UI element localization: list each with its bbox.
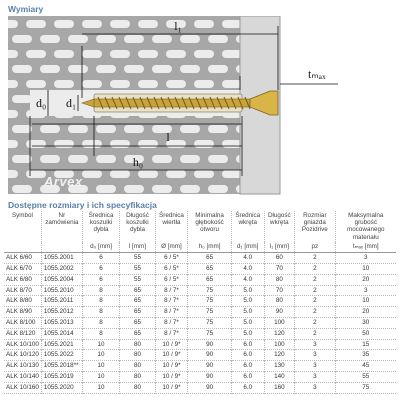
table-cell: 65 (188, 253, 232, 264)
table-cell: 6 (82, 274, 120, 285)
col-unit: tₘₐₓ [mm] (335, 242, 396, 253)
table-cell: 75 (188, 285, 232, 296)
table-cell: 3 (335, 285, 396, 296)
table-row (4, 307, 396, 318)
table-cell: 8 (82, 285, 120, 296)
specs-table (4, 211, 396, 394)
table-cell: ALK 6/80 (6, 275, 32, 283)
table-row (4, 382, 396, 393)
table-row (4, 296, 396, 307)
table-cell: 160 (264, 382, 295, 393)
table-row (4, 350, 396, 361)
col-header: Długość koszulki dybla (120, 211, 155, 242)
table-cell: 80 (120, 350, 155, 361)
table-cell: ALK 6/60 (6, 254, 32, 262)
table-cell: 90 (188, 339, 232, 350)
table-row (4, 263, 396, 274)
table-cell: 100 (264, 317, 295, 328)
table-cell: 20 (335, 274, 396, 285)
table-cell: 8 (82, 328, 120, 339)
table-cell: 3 (335, 253, 396, 264)
label-tmax: tₘₐₓ (308, 67, 326, 81)
table-cell: 10 / 9* (155, 382, 188, 393)
table-cell: ALK 10/140 (6, 372, 39, 380)
table-cell: 80 (264, 274, 295, 285)
table-cell: 90 (264, 307, 295, 318)
table-cell: 2 (295, 253, 335, 264)
header-row (4, 211, 396, 242)
table-cell: 60 (264, 253, 295, 264)
table-cell: 2 (295, 263, 335, 274)
col-header: Średnica koszulki dybla (82, 211, 120, 242)
table-row (4, 274, 396, 285)
table-cell: 75 (335, 382, 396, 393)
col-unit: d₁ [mm] (231, 242, 264, 253)
table-cell: ALK 10/120 (6, 351, 39, 359)
col-header: Symbol (11, 212, 33, 219)
table-cell: 75 (188, 307, 232, 318)
col-unit: pz (295, 242, 335, 253)
table-cell: 55 (120, 274, 155, 285)
table-cell: 6.0 (231, 350, 264, 361)
table-cell: 1055.2014 (41, 328, 82, 339)
table-cell: 2 (295, 285, 335, 296)
table-cell: 1055.2022 (41, 350, 82, 361)
table-cell: 8 / 7* (155, 285, 188, 296)
table-cell: ALK 10/130 (6, 362, 39, 370)
table-cell: 8 (82, 307, 120, 318)
col-unit: l [mm] (120, 242, 155, 253)
table-cell: 10 (82, 339, 120, 350)
table-cell: 10 / 9* (155, 350, 188, 361)
table-cell: 75 (188, 317, 232, 328)
table-cell: 3 (295, 350, 335, 361)
table-cell: 1055.2002 (41, 263, 82, 274)
table-cell: 75 (188, 296, 232, 307)
table-cell: 6.0 (231, 339, 264, 350)
table-cell: 6 / 5* (155, 263, 188, 274)
table-cell: 120 (264, 350, 295, 361)
label-l1: l₁ (174, 19, 182, 33)
table-cell: 1055.2013 (41, 317, 82, 328)
table-cell: 130 (264, 361, 295, 372)
table-cell: 2 (295, 296, 335, 307)
table-cell: 80 (120, 361, 155, 372)
table-cell: 1055.2001 (41, 253, 82, 264)
table-cell: 6.0 (231, 382, 264, 393)
col-header: Minimalna głębokość otworu (188, 211, 232, 242)
table-cell: 70 (264, 263, 295, 274)
table-cell: 1055.2020 (41, 382, 82, 393)
table-cell: 1055.2019 (41, 371, 82, 382)
col-header: Maksymalna grubość mocowanego materiału (335, 211, 396, 242)
label-d0: d₀ (36, 96, 47, 110)
table-cell: 6.0 (231, 371, 264, 382)
table-cell: 3 (295, 339, 335, 350)
anchor-drawing (8, 16, 392, 196)
table-cell: 5.0 (231, 317, 264, 328)
table-cell: 6 / 5* (155, 274, 188, 285)
col-header: Nr zamówienia (41, 211, 82, 242)
table-cell: 90 (188, 371, 232, 382)
table-cell: 1055.2004 (41, 274, 82, 285)
table-cell: 65 (120, 307, 155, 318)
table-cell: 4.0 (231, 263, 264, 274)
table-cell: 10 / 9* (155, 339, 188, 350)
col-unit: h₀ [mm] (188, 242, 232, 253)
table-row (4, 317, 396, 328)
table-cell: 65 (188, 263, 232, 274)
table-cell: 6.0 (231, 361, 264, 372)
table-cell: 55 (120, 263, 155, 274)
table-cell: 10 (335, 263, 396, 274)
label-d1: d₁ (66, 96, 77, 110)
table-row (4, 371, 396, 382)
table-cell: 5.0 (231, 328, 264, 339)
units-row (4, 242, 396, 253)
dimensions-diagram (8, 16, 392, 196)
table-cell: 6 / 5* (155, 253, 188, 264)
col-unit: l₁ [mm] (264, 242, 295, 253)
table-cell: 1055.2012 (41, 307, 82, 318)
table-cell: 8 (82, 296, 120, 307)
table-cell: 80 (120, 339, 155, 350)
table-cell: 45 (335, 361, 396, 372)
table-cell: 65 (188, 274, 232, 285)
label-h0: h₀ (132, 155, 144, 169)
table-cell: ALK 6/70 (6, 264, 32, 272)
table-cell: 50 (335, 328, 396, 339)
table-cell: 1055.2011 (41, 296, 82, 307)
table-cell: 90 (188, 382, 232, 393)
table-cell: 10 (82, 361, 120, 372)
table-row (4, 339, 396, 350)
col-header: Średnica wkręta (231, 211, 264, 242)
table-cell: 1055.2018** (41, 361, 82, 372)
table-cell: ALK 10/160 (6, 383, 39, 391)
table-cell: 1055.2010 (41, 285, 82, 296)
table-cell: 120 (264, 328, 295, 339)
table-cell: 30 (335, 317, 396, 328)
table-cell: 100 (264, 339, 295, 350)
table-cell: 70 (264, 285, 295, 296)
specs-title: Dostępne rozmiary i ich specyfikacja (8, 200, 157, 210)
table-cell: 35 (335, 350, 396, 361)
table-cell: 2 (295, 307, 335, 318)
brand-logo: Arvex (44, 174, 83, 189)
table-cell: 10 (82, 371, 120, 382)
specs-body (4, 253, 396, 393)
table-row (4, 253, 396, 264)
table-cell: 8 (82, 317, 120, 328)
table-cell: 10 (82, 382, 120, 393)
table-cell: 8 / 7* (155, 328, 188, 339)
table-cell: 1055.2021 (41, 339, 82, 350)
table-cell: 90 (188, 361, 232, 372)
table-cell: ALK 8/90 (6, 308, 32, 316)
table-cell: 10 (335, 296, 396, 307)
table-cell: 4.0 (231, 274, 264, 285)
table-cell: 10 / 9* (155, 371, 188, 382)
table-cell: 2 (295, 328, 335, 339)
col-unit: d₀ [mm] (82, 242, 120, 253)
table-cell: 5.0 (231, 307, 264, 318)
table-cell: ALK 8/80 (6, 297, 32, 305)
table-cell: 8 / 7* (155, 307, 188, 318)
table-cell: 65 (120, 296, 155, 307)
table-cell: 80 (120, 382, 155, 393)
table-cell: 6 (82, 253, 120, 264)
col-header: Średnica wiertła (155, 211, 188, 242)
table-cell: 10 / 9* (155, 361, 188, 372)
table-cell: 8 / 7* (155, 317, 188, 328)
table-cell: 2 (295, 317, 335, 328)
table-cell: 55 (120, 253, 155, 264)
table-cell: 6 (82, 263, 120, 274)
table-row (4, 361, 396, 372)
table-cell: 2 (295, 274, 335, 285)
table-cell: 140 (264, 371, 295, 382)
table-cell: 3 (295, 371, 335, 382)
table-cell: 80 (264, 296, 295, 307)
table-cell: 5.0 (231, 296, 264, 307)
col-unit (41, 242, 82, 253)
table-cell: 3 (295, 382, 335, 393)
label-l: l (166, 130, 170, 144)
col-unit: Ø [mm] (155, 242, 188, 253)
col-header: Długość wkręta (264, 211, 295, 242)
table-cell: 10 (82, 350, 120, 361)
table-cell: ALK 8/70 (6, 286, 32, 294)
table-cell: 90 (188, 350, 232, 361)
table-cell: 20 (335, 307, 396, 318)
table-cell: 65 (120, 328, 155, 339)
table-cell: 15 (335, 339, 396, 350)
table-cell: 5.0 (231, 285, 264, 296)
table-cell: 65 (120, 317, 155, 328)
table-row (4, 285, 396, 296)
dimensions-title: Wymiary (8, 4, 44, 14)
table-row (4, 328, 396, 339)
col-header: Rozmiar gniazda Pozidrive (295, 211, 335, 242)
table-cell: ALK 10/100 (6, 340, 39, 348)
table-cell: ALK 8/100 (6, 318, 36, 326)
col-unit (4, 242, 41, 253)
table-cell: 80 (120, 371, 155, 382)
table-cell: 4.0 (231, 253, 264, 264)
table-cell: 55 (335, 371, 396, 382)
table-cell: 3 (295, 361, 335, 372)
table-cell: 65 (120, 285, 155, 296)
table-cell: 75 (188, 328, 232, 339)
table-cell: 8 / 7* (155, 296, 188, 307)
table-cell: ALK 8/120 (6, 329, 36, 337)
